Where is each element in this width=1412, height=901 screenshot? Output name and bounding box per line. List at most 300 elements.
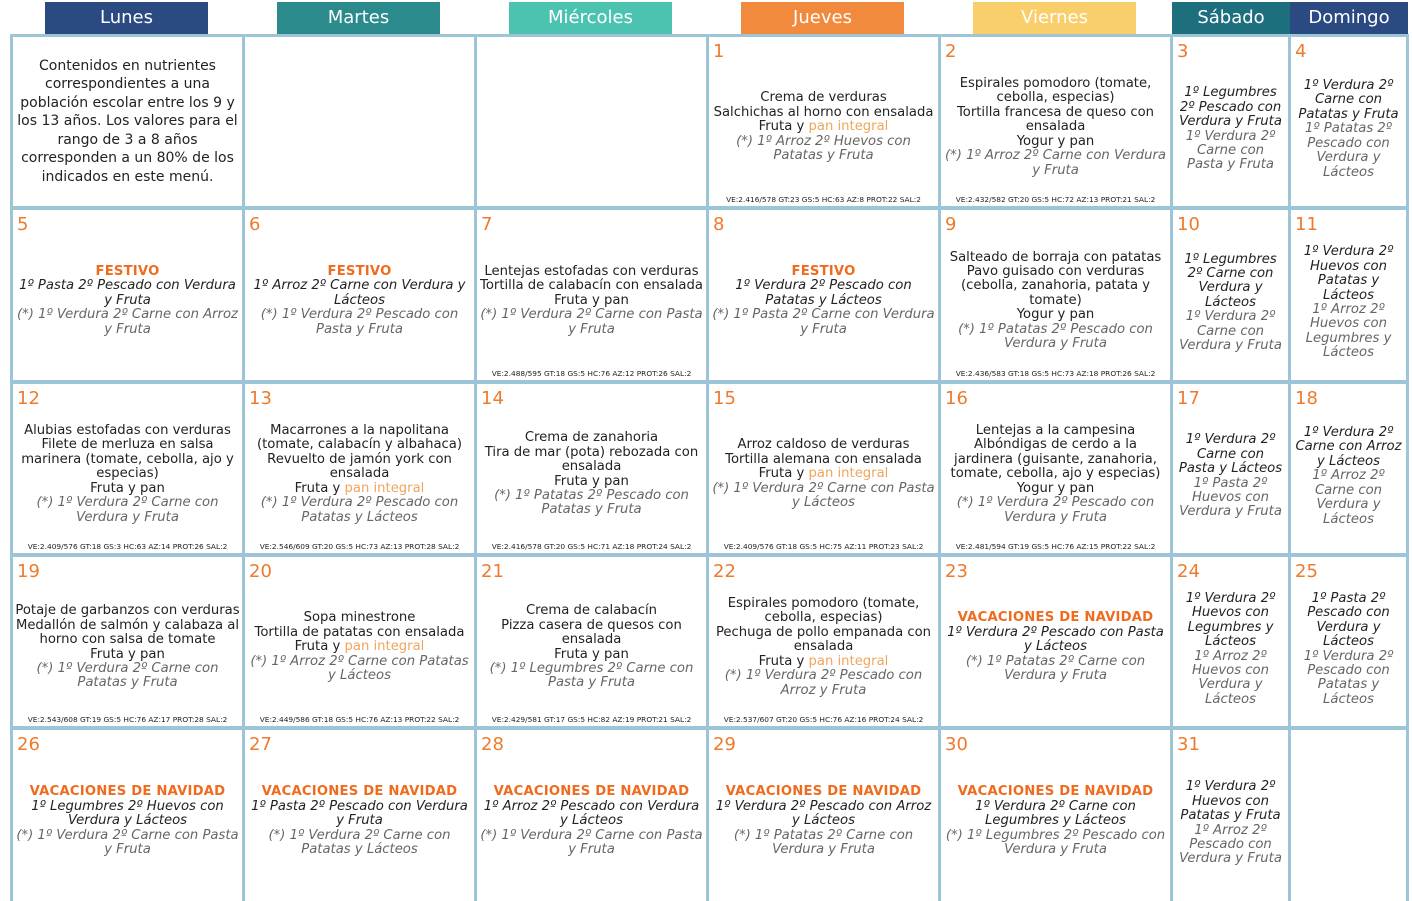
menu-line-text: (*) 1º Verdura 2º Pescado con Verdura y Fruta [956, 495, 1155, 525]
nutrition-values: VE:2.481/594 GT:19 GS:5 HC:76 AZ:15 PROT:22 SAL:2 [955, 542, 1156, 551]
menu-line-text: (*) 1º Arroz 2º Carne con Verdura y Fruta [945, 148, 1166, 178]
menu-line [15, 438, 240, 481]
day-cell [477, 210, 706, 380]
menu-line-text: Lentejas a la campesina [975, 423, 1136, 439]
menu-line-text: (*) 1º Verdura 2º Carne con Patatas y Lácteos [268, 827, 451, 858]
menu-line-text: Fruta y pan [90, 646, 165, 662]
day-number: 16 [945, 388, 968, 409]
menu-line-text: Fruta y [294, 639, 345, 655]
alternative-menu [711, 308, 936, 337]
empty-cell-tuesday [245, 37, 474, 206]
menu-content [943, 236, 1168, 366]
menu-line-text: 1º Verdura 2º Huevos con Patatas y Fruta [1180, 779, 1281, 824]
day-cell [245, 730, 474, 901]
alternative-menu [1177, 477, 1284, 520]
menu-content [1295, 587, 1402, 712]
day-cell [245, 384, 474, 553]
menu-content [711, 583, 936, 712]
menu-content [943, 63, 1168, 192]
day-number: 8 [713, 214, 725, 235]
alternative-menu [943, 323, 1168, 352]
menu-line [711, 626, 936, 655]
menu-line-text: VACACIONES DE NAVIDAD [725, 784, 922, 800]
day-number: 7 [481, 214, 493, 235]
menu-line-text: (*) 1º Verdura 2º Carne con Verdura y Fruta [36, 495, 219, 525]
menu-line-text: Fruta y [294, 480, 345, 496]
menu-line-text: 1º Pasta 2º Huevos con Verdura y Fruta [1179, 475, 1282, 520]
menu-line-text: (*) 1º Legumbres 2º Pescado con Verdura y Fruta [945, 827, 1166, 858]
day-cell [709, 730, 938, 901]
header-viernes: Viernes [973, 2, 1136, 34]
menu-line-text: (*) 1º Verdura 2º Pescado con Patatas y Lácteos [260, 495, 459, 525]
menu-line-text: Yogur y pan [1016, 480, 1095, 496]
menu-content [247, 583, 472, 712]
menu-line-text: (*) 1º Patatas 2º Pescado con Patatas y Fruta [494, 487, 689, 518]
day-cell [1173, 210, 1288, 380]
menu-content [247, 756, 472, 887]
weekend-suggestion [247, 800, 472, 829]
nutrition-values: VE:2.432/582 GT:20 GS:5 HC:72 AZ:13 PROT:21 SAL:2 [955, 195, 1156, 204]
menu-line-text: Yogur y pan [1016, 307, 1095, 323]
day-number: 17 [1177, 388, 1200, 409]
menu-content [1177, 760, 1284, 887]
alternative-menu [247, 829, 472, 858]
day-number: 29 [713, 734, 736, 755]
menu-line-text: VACACIONES DE NAVIDAD [493, 784, 690, 800]
nutrition-values: VE:2.409/576 GT:18 GS:3 HC:63 AZ:14 PROT:26 SAL:2 [27, 542, 228, 551]
menu-line-text: 1º Patatas 2º Pescado con Verdura y Lácteos [1304, 121, 1392, 180]
menu-line [247, 424, 472, 453]
menu-line-text: Tortilla de patatas con ensalada [254, 624, 465, 640]
menu-content [247, 410, 472, 539]
menu-line-text: Potaje de garbanzos con verduras [15, 603, 240, 619]
nutrition-values: VE:2.416/578 GT:23 GS:5 HC:63 AZ:8 PROT:22 SAL:2 [726, 195, 921, 204]
menu-line-text: 1º Arroz 2º Huevos con Legumbres y Lácteos [1305, 302, 1392, 361]
alternative-menu [1295, 303, 1402, 361]
day-cell [941, 384, 1170, 553]
menu-line-text: 1º Pasta 2º Pescado con Verdura y Lácteos [1307, 590, 1390, 650]
menu-line-text: (*) 1º Legumbres 2º Carne con Pasta y Fruta [489, 660, 694, 691]
menu-line-text: FESTIVO [95, 263, 160, 279]
menu-line-text: VACACIONES DE NAVIDAD [261, 784, 458, 800]
day-number: 20 [249, 561, 272, 582]
menu-line [90, 648, 165, 662]
day-cell [477, 384, 706, 553]
day-number: 11 [1295, 214, 1318, 235]
menu-content [1295, 240, 1402, 366]
menu-line [15, 619, 240, 648]
highlight-bread: pan integral [808, 653, 889, 669]
menu-line-text: Tortilla de calabacín con ensalada [480, 278, 703, 294]
day-number: 1 [713, 41, 725, 62]
menu-line [738, 438, 910, 452]
menu-content [479, 756, 704, 887]
alternative-menu [943, 829, 1168, 858]
menu-line-text: Crema de verduras [760, 90, 887, 106]
menu-line-text: Crema de zanahoria [524, 430, 659, 446]
day-cell [709, 384, 938, 553]
day-number: 19 [17, 561, 40, 582]
menu-line-text: Fruta y pan [554, 292, 629, 308]
day-number: 28 [481, 734, 504, 755]
menu-line [759, 120, 889, 134]
day-cell [1173, 37, 1288, 206]
alternative-menu [943, 496, 1168, 525]
holiday-label [494, 785, 690, 799]
menu-line-text: 1º Verdura 2º Pescado con Pasta y Lácteos [947, 624, 1164, 655]
menu-line-text: Pavo guisado con verduras (cebolla, zanahoria, patata y tomate) [960, 263, 1151, 308]
intro-text: Contenidos en nutrientes correspondientes a una población escolar entre los 9 y los 13 años. Los valores para el rango de 3 a 8 años corresponden a un 80% de los indicados en este menú. [17, 57, 238, 185]
menu-content [15, 756, 240, 887]
intro-cell [13, 37, 242, 206]
menu-line [725, 453, 922, 467]
menu-line-text: Fruta y pan [554, 473, 629, 489]
menu-line-text: (*) 1º Verdura 2º Carne con Pasta y Fruta [480, 827, 703, 858]
day-number: 6 [249, 214, 261, 235]
menu-line-text: 1º Verdura 2º Carne con Legumbres y Lácteos [975, 798, 1136, 829]
calendar-grid [10, 34, 1409, 901]
menu-content [479, 583, 704, 712]
menu-content [1177, 240, 1284, 366]
day-number: 30 [945, 734, 968, 755]
day-cell [941, 557, 1170, 726]
menu-line [1017, 482, 1095, 496]
day-cell [1291, 557, 1406, 726]
menu-content [943, 410, 1168, 539]
menu-line-text: 1º Arroz 2º Pescado con Verdura y Lácteos [483, 798, 700, 829]
menu-line [714, 106, 934, 120]
day-cell [1291, 37, 1406, 206]
menu-line-text: 1º Legumbres 2º Carne con Verdura y Lácteos [1184, 251, 1277, 310]
menu-line [943, 265, 1168, 308]
menu-line-text: Crema de calabacín [525, 603, 658, 619]
alternative-menu [479, 829, 704, 858]
weekend-suggestion [1177, 253, 1284, 311]
day-number: 23 [945, 561, 968, 582]
menu-content [943, 756, 1168, 887]
menu-line-text: Albóndigas de cerdo a la jardinera (guisante, zanahoria, tomate, cebolla, ajo y especias) [950, 437, 1161, 482]
menu-line [1017, 308, 1095, 322]
day-cell [245, 557, 474, 726]
weekend-suggestion [15, 800, 240, 829]
day-cell [13, 730, 242, 901]
alternative-menu [711, 135, 936, 164]
menu-line [304, 611, 416, 625]
weekend-suggestion [711, 800, 936, 829]
day-number: 10 [1177, 214, 1200, 235]
menu-line [1017, 135, 1095, 149]
menu-line-text: (*) 1º Verdura 2º Pescado con Arroz y Fruta [724, 668, 923, 698]
menu-line-text: 1º Arroz 2º Pescado con Verdura y Fruta [1179, 822, 1282, 867]
day-number: 2 [945, 41, 957, 62]
menu-line-text: FESTIVO [327, 263, 392, 279]
menu-line [711, 597, 936, 626]
holiday-label [958, 785, 1154, 799]
alternative-menu [247, 308, 472, 337]
menu-line-text: Alubias estofadas con verduras [24, 423, 231, 439]
day-cell [13, 210, 242, 380]
menu-line-text: Revuelto de jamón york con ensalada [267, 451, 452, 482]
menu-line-text: VACACIONES DE NAVIDAD [957, 784, 1154, 800]
menu-line [295, 482, 425, 496]
alternative-menu [943, 149, 1168, 178]
weekend-suggestion [1295, 79, 1402, 122]
menu-line-text: (*) 1º Arroz 2º Huevos con Patatas y Fruta [736, 133, 911, 164]
day-cell [1173, 557, 1288, 726]
menu-line-text: 1º Legumbres 2º Pescado con Verdura y Fruta [1179, 85, 1282, 130]
menu-line [943, 77, 1168, 106]
menu-line-text: 1º Arroz 2º Carne con Verdura y Lácteos [1312, 468, 1385, 527]
menu-line-text: 1º Legumbres 2º Huevos con Verdura y Lácteos [31, 798, 224, 829]
day-number: 14 [481, 388, 504, 409]
menu-content [711, 236, 936, 366]
menu-line-text: 1º Verdura 2º Pescado con Arroz y Lácteos [715, 798, 932, 829]
menu-line-text: (*) 1º Verdura 2º Carne con Arroz y Fruta [17, 307, 238, 337]
menu-line [255, 626, 465, 640]
alternative-menu [479, 662, 704, 691]
menu-line [479, 619, 704, 648]
menu-line-text: Fruta y pan [90, 480, 165, 496]
menu-line-text: Fruta y [758, 653, 809, 669]
day-cell [477, 557, 706, 726]
menu-content [479, 410, 704, 539]
menu-line-text: 1º Verdura 2º Carne con Patatas y Fruta [1298, 78, 1399, 122]
day-number: 15 [713, 388, 736, 409]
holiday-label [791, 265, 855, 279]
menu-line-text: (*) 1º Verdura 2º Carne con Patatas y Fruta [36, 660, 219, 691]
menu-line-text: 1º Verdura 2º Carne con Verdura y Fruta [1179, 309, 1282, 354]
menu-line-text: Lentejas estofadas con verduras [484, 263, 699, 279]
menu-content [1295, 67, 1402, 192]
menu-line [759, 655, 889, 669]
menu-line-text: Salteado de borraja con patatas [949, 249, 1162, 265]
menu-line [554, 294, 629, 308]
menu-content [479, 236, 704, 366]
nutrition-values: VE:2.409/576 GT:18 GS:5 HC:75 AZ:11 PROT:23 SAL:2 [723, 542, 924, 551]
menu-line-text: (*) 1º Arroz 2º Carne con Patatas y Lácteos [250, 653, 469, 684]
menu-line-text: Fruta y [758, 119, 809, 135]
menu-content [711, 410, 936, 539]
day-cell [1173, 384, 1288, 553]
menu-line-text: VACACIONES DE NAVIDAD [957, 610, 1154, 626]
menu-line-text: Espirales pomodoro (tomate, cebolla, especias) [727, 596, 920, 626]
alternative-menu [943, 655, 1168, 684]
day-cell [941, 730, 1170, 901]
menu-content [1177, 414, 1284, 539]
menu-line [943, 438, 1168, 481]
alternative-menu [1177, 824, 1284, 867]
highlight-bread: pan integral [344, 639, 425, 655]
day-cell [709, 37, 938, 206]
nutrition-values: VE:2.546/609 GT:20 GS:5 HC:73 AZ:13 PROT:28 SAL:2 [259, 542, 460, 551]
weekend-suggestion [1295, 245, 1402, 303]
empty-cell-wednesday [477, 37, 706, 206]
day-number: 12 [17, 388, 40, 409]
highlight-bread: pan integral [344, 480, 425, 496]
alternative-menu [1177, 310, 1284, 353]
alternative-menu [1177, 130, 1284, 173]
menu-line-text: (*) 1º Patatas 2º Pescado con Verdura y Fruta [958, 321, 1153, 352]
day-number: 22 [713, 561, 736, 582]
alternative-menu [1177, 650, 1284, 708]
menu-line [24, 424, 231, 438]
alternative-menu [247, 496, 472, 525]
day-number: 21 [481, 561, 504, 582]
day-cell [1291, 210, 1406, 380]
holiday-label [327, 265, 391, 279]
weekend-suggestion [1177, 86, 1284, 129]
weekend-suggestion [943, 800, 1168, 829]
nutrition-values: VE:2.416/578 GT:20 GS:5 HC:71 AZ:18 PROT:24 SAL:2 [491, 542, 692, 551]
weekend-suggestion [1177, 433, 1284, 476]
menu-line-text: 1º Verdura 2º Huevos con Legumbres y Lácteos [1185, 590, 1276, 650]
menu-line-text: 1º Arroz 2º Huevos con Verdura y Lácteos [1191, 648, 1269, 707]
alternative-menu [15, 308, 240, 337]
menu-line [479, 446, 704, 475]
menu-line-text: Salchichas al horno con ensalada [713, 104, 934, 120]
day-number: 25 [1295, 561, 1318, 582]
nutrition-values: VE:2.449/586 GT:18 GS:5 HC:76 AZ:13 PROT:22 SAL:2 [259, 715, 460, 724]
menu-line [247, 453, 472, 482]
holiday-label [95, 265, 159, 279]
weekend-suggestion [1177, 780, 1284, 823]
alternative-menu [15, 496, 240, 525]
empty-cell-sunday [1291, 730, 1406, 901]
menu-content [15, 236, 240, 366]
menu-line [554, 475, 629, 489]
menu-line-text: 1º Verdura 2º Carne con Pasta y Lácteos [1178, 432, 1283, 477]
menu-line-text: Medallón de salmón y calabaza al horno con salsa de tomate [15, 617, 240, 648]
weekend-suggestion [247, 279, 472, 308]
header-martes: Martes [277, 2, 440, 34]
day-number: 18 [1295, 388, 1318, 409]
menu-line [525, 431, 658, 445]
holiday-label [262, 785, 458, 799]
alternative-menu [711, 482, 936, 511]
menu-line-text: Tortilla francesa de queso con ensalada [956, 104, 1155, 135]
menu-line-text: Tortilla alemana con ensalada [725, 451, 922, 467]
menu-line [480, 279, 703, 293]
day-cell [1173, 730, 1288, 901]
holiday-label [30, 785, 226, 799]
menu-line-text: (*) 1º Verdura 2º Carne con Pasta y Fruta [16, 827, 239, 858]
menu-content [711, 63, 936, 192]
menu-line-text: Sopa minestrone [303, 610, 416, 626]
alternative-menu [15, 829, 240, 858]
header-jueves: Jueves [741, 2, 904, 34]
day-number: 13 [249, 388, 272, 409]
menu-line-text: (*) 1º Verdura 2º Pescado con Pasta y Fruta [260, 307, 459, 337]
menu-line-text: Fruta y pan [554, 646, 629, 662]
header-miercoles: Miércoles [509, 2, 672, 34]
day-cell [709, 557, 938, 726]
alternative-menu [1295, 122, 1402, 180]
menu-line-text: 1º Verdura 2º Pescado con Patatas y Lácteos [735, 278, 912, 308]
alternative-menu [479, 308, 704, 337]
menu-line-text: (*) 1º Verdura 2º Carne con Pasta y Fruta [480, 307, 703, 337]
menu-content [15, 410, 240, 539]
day-number: 31 [1177, 734, 1200, 755]
menu-line-text: Arroz caldoso de verduras [737, 437, 910, 453]
weekend-suggestion [1295, 426, 1402, 469]
menu-line-text: Tira de mar (pota) rebozada con ensalada [484, 444, 699, 475]
menu-line-text: 1º Pasta 2º Pescado con Verdura y Fruta [251, 798, 468, 829]
menu-line-text: Pechuga de pollo empanada con ensalada [715, 624, 932, 655]
menu-line [943, 106, 1168, 135]
highlight-bread: pan integral [808, 466, 889, 482]
weekend-suggestion [479, 800, 704, 829]
menu-line-text: 1º Verdura 2º Carne con Pasta y Fruta [1185, 128, 1276, 173]
day-cell [709, 210, 938, 380]
menu-line-text: Pizza casera de quesos con ensalada [501, 617, 682, 648]
menu-line [15, 604, 239, 618]
day-cell [477, 730, 706, 901]
alternative-menu [711, 669, 936, 698]
menu-line-text: 1º Pasta 2º Pescado con Verdura y Fruta [19, 278, 236, 308]
header-sabado: Sábado [1172, 2, 1290, 34]
header-domingo: Domingo [1290, 2, 1408, 34]
menu-line [554, 648, 629, 662]
menu-content [943, 583, 1168, 712]
day-number: 27 [249, 734, 272, 755]
menu-line-text: VACACIONES DE NAVIDAD [29, 784, 226, 800]
day-cell [941, 210, 1170, 380]
holiday-label [958, 611, 1154, 625]
menu-line [760, 91, 886, 105]
highlight-bread: pan integral [808, 119, 889, 135]
weekend-suggestion [15, 279, 240, 308]
menu-line [295, 640, 425, 654]
menu-line-text: 1º Verdura 2º Carne con Arroz y Lácteos [1295, 425, 1402, 469]
menu-line [526, 604, 657, 618]
menu-line-text: 1º Arroz 2º Carne con Verdura y Lácteos [253, 278, 466, 308]
nutrition-values: VE:2.436/583 GT:18 GS:5 HC:73 AZ:18 PROT:26 SAL:2 [955, 369, 1156, 378]
alternative-menu [247, 655, 472, 684]
day-number: 3 [1177, 41, 1189, 62]
menu-line-text: Yogur y pan [1016, 133, 1095, 149]
menu-content [15, 583, 240, 712]
weekend-suggestion [711, 279, 936, 308]
nutrition-values: VE:2.429/581 GT:17 GS:5 HC:82 AZ:19 PROT:21 SAL:2 [491, 715, 692, 724]
nutrition-values: VE:2.537/607 GT:20 GS:5 HC:76 AZ:16 PROT:24 SAL:2 [723, 715, 924, 724]
weekend-suggestion [1177, 592, 1284, 650]
menu-line-text: Macarrones a la napolitana (tomate, calabacín y albahaca) [256, 423, 463, 453]
menu-line-text: Espirales pomodoro (tomate, cebolla, especias) [959, 76, 1152, 106]
header-lunes: Lunes [45, 2, 208, 34]
menu-content [1295, 414, 1402, 539]
menu-line-text: Fruta y [758, 466, 809, 482]
alternative-menu [479, 489, 704, 518]
day-cell [1291, 384, 1406, 553]
nutrition-values: VE:2.488/595 GT:18 GS:5 HC:76 AZ:12 PROT:26 SAL:2 [491, 369, 692, 378]
alternative-menu [1295, 650, 1402, 708]
menu-line [759, 467, 889, 481]
alternative-menu [711, 829, 936, 858]
weekend-suggestion [943, 626, 1168, 655]
day-cell [13, 557, 242, 726]
menu-content [711, 756, 936, 887]
menu-line-text: (*) 1º Verdura 2º Carne con Pasta y Lácteos [712, 480, 935, 511]
nutrition-values: VE:2.543/608 GT:19 GS:5 HC:76 AZ:17 PROT:28 SAL:2 [27, 715, 228, 724]
menu-content [1177, 587, 1284, 712]
menu-line-text: 1º Verdura 2º Pescado con Patatas y Lácteos [1303, 648, 1394, 707]
menu-line-text: (*) 1º Pasta 2º Carne con Verdura y Fruta [712, 307, 935, 337]
day-cell [13, 384, 242, 553]
day-number: 24 [1177, 561, 1200, 582]
menu-line-text: 1º Verdura 2º Huevos con Patatas y Lácteos [1303, 244, 1394, 303]
menu-content [247, 236, 472, 366]
day-number: 26 [17, 734, 40, 755]
